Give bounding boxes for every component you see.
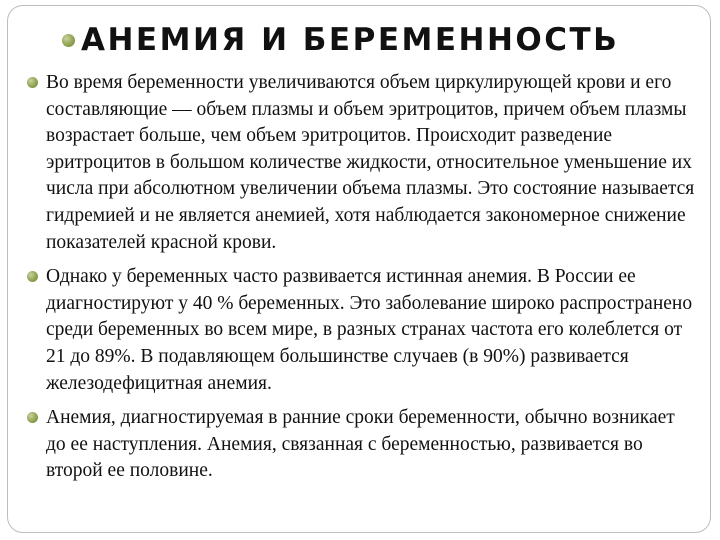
paragraph-text: Анемия, диагностируемая в ранние сроки беременности, обычно возникает до ее наступления. Анемия, связанная с беременностью, развивается во второй ее половине.	[46, 407, 675, 482]
bullet-icon	[27, 271, 38, 282]
paragraph-3	[26, 405, 696, 485]
paragraph-text: Однако у беременных часто развивается истинная анемия. В России ее диагностируют у 40 % беременных. Это заболевание широко распространено среди беременных во всем мире, в разных странах частота его колеблется от 21 до 89%. В подавляющем большинстве случаев (в 90%) развивается железодефицитная анемия.	[46, 266, 693, 394]
paragraph-1	[26, 70, 696, 256]
slide-body	[26, 70, 696, 493]
paragraph-text: Во время беременности увеличиваются объем циркулирующей крови и его составляющие — объем плазмы и объем эритроцитов, причем объем плазмы возрастает больше, чем объем эритроцитов. Происходит разведение эритроцитов в большом количестве жидкости, относительное уменьшение их числа при абсолютном увеличении объема плазмы. Это состояние называется гидремией и не является анемией, хотя наблюдается закономерное снижение показателей красной крови.	[46, 72, 695, 253]
title-row	[62, 18, 619, 62]
slide-title: АНЕМИЯ И БЕРЕМЕННОСТЬ	[81, 22, 620, 58]
paragraph-2	[26, 264, 696, 397]
bullet-icon	[27, 77, 38, 88]
bullet-icon	[27, 412, 38, 423]
bullet-icon	[62, 34, 75, 47]
